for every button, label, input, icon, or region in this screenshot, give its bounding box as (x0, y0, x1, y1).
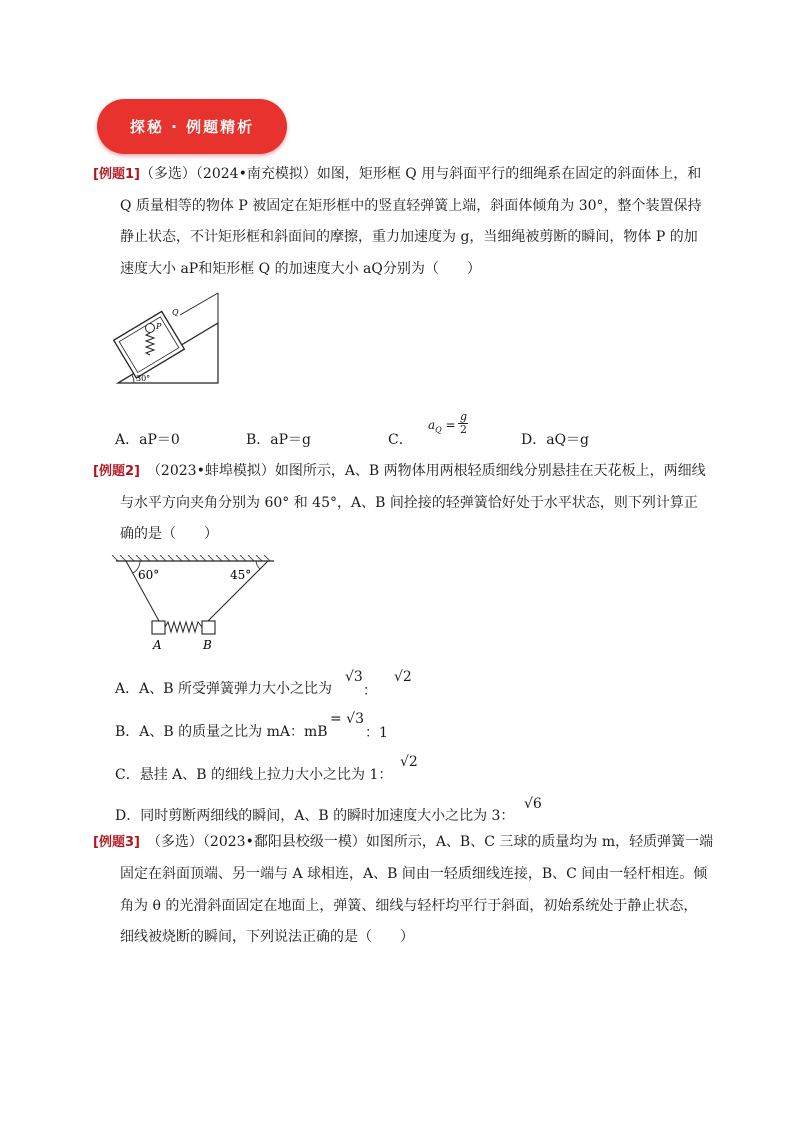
example-1-option-c-formula: $a_Q$ = g 2 (428, 410, 468, 436)
example-1-option-d[interactable]: D．aQ＝g (521, 432, 590, 448)
example-3-text-line-4: 细线被烧断的瞬间，下列说法正确的是（ ） (120, 929, 414, 945)
example-3-tag: [例题3] (93, 835, 140, 850)
label-p: P (156, 322, 162, 331)
label-a: A (153, 638, 162, 652)
example-2-text-line-3: 确的是（ ） (120, 526, 218, 542)
example-1-text-line-3: 静止状态，不计矩形框和斜面间的摩擦，重力加速度为 g，当细绳被剪断的瞬间，物体 P 的加 (120, 229, 698, 245)
example-1-option-b[interactable]: B．aP＝g (246, 432, 312, 448)
example-2-option-b[interactable]: B．A、B 的质量之比为 mA：mB (115, 724, 328, 740)
example-2-text-line-2: 与水平方向夹角分别为 60° 和 45°，A、B 间拴接的轻弹簧恰好处于水平状态，则下列计算正 (120, 495, 698, 511)
example-3-text-line-2: 固定在斜面顶端、另一端与 A 球相连，A、B 间由一轻质细线连接，B、C 间由一轻杆相连。倾 (120, 866, 708, 882)
example-2-hanging-figure (110, 555, 280, 655)
section-banner: 探秘 · 例题精析 (97, 99, 287, 154)
example-2-option-c-sqrt2: √2 (400, 754, 418, 770)
example-1-incline-figure (110, 285, 222, 385)
label-angle-30: 30° (136, 374, 151, 383)
example-1-tag: [例题1] (93, 167, 140, 182)
example-2-option-b-eq-sqrt3: = √3 (330, 711, 365, 727)
label-angle-45: 45° (230, 568, 252, 582)
example-3-text-line-1: [例题3] （多选）（2023•鄱阳县校级一模）如图所示，A、B、C 三球的质量均为 m，轻质弹簧一端 (93, 834, 714, 850)
example-2-option-b-tail: ：1 (365, 725, 388, 741)
label-angle-60: 60° (138, 568, 160, 582)
example-1-text-line-2: Q 质量相等的物体 P 被固定在矩形框中的竖直轻弹簧上端，斜面体倾角为 30°，整个装置保持 (120, 198, 702, 214)
example-2-text-line-1: [例题2] （2023•蚌埠模拟）如图所示，A、B 两物体用两根轻质细线分别悬挂在天花板上，两细线 (93, 463, 706, 479)
example-1-text-line-1: [例题1]（多选）（2024•南充模拟）如图，矩形框 Q 用与斜面平行的细绳系在固定的斜面体上，和 (93, 166, 702, 182)
example-2-tag: [例题2] (93, 464, 140, 479)
example-2-option-a-sqrt3: √3 (345, 669, 363, 685)
example-2-option-a-sqrt2: √2 (394, 669, 412, 685)
example-1-text-line-4: 速度大小 aP和矩形框 Q 的加速度大小 aQ分别为（ ） (120, 261, 481, 277)
example-3-text-line-3: 角为 θ 的光滑斜面固定在地面上，弹簧、细线与轻杆均平行于斜面，初始系统处于静止状态， (120, 898, 698, 914)
label-b: B (203, 638, 212, 652)
example-2-option-a[interactable]: A．A、B 所受弹簧弹力大小之比为 (115, 681, 332, 697)
example-2-option-d[interactable]: D．同时剪断两细线的瞬间，A、B 的瞬时加速度大小之比为 3： (115, 808, 515, 824)
example-2-option-c[interactable]: C．悬挂 A、B 的细线上拉力大小之比为 1： (115, 767, 393, 783)
example-1-option-a[interactable]: A．aP＝0 (115, 432, 180, 448)
example-1-option-c[interactable]: C． (388, 432, 413, 448)
example-2-option-a-colon: ： (363, 683, 377, 699)
example-2-option-d-sqrt6: √6 (524, 796, 542, 812)
label-q: Q (172, 308, 179, 317)
